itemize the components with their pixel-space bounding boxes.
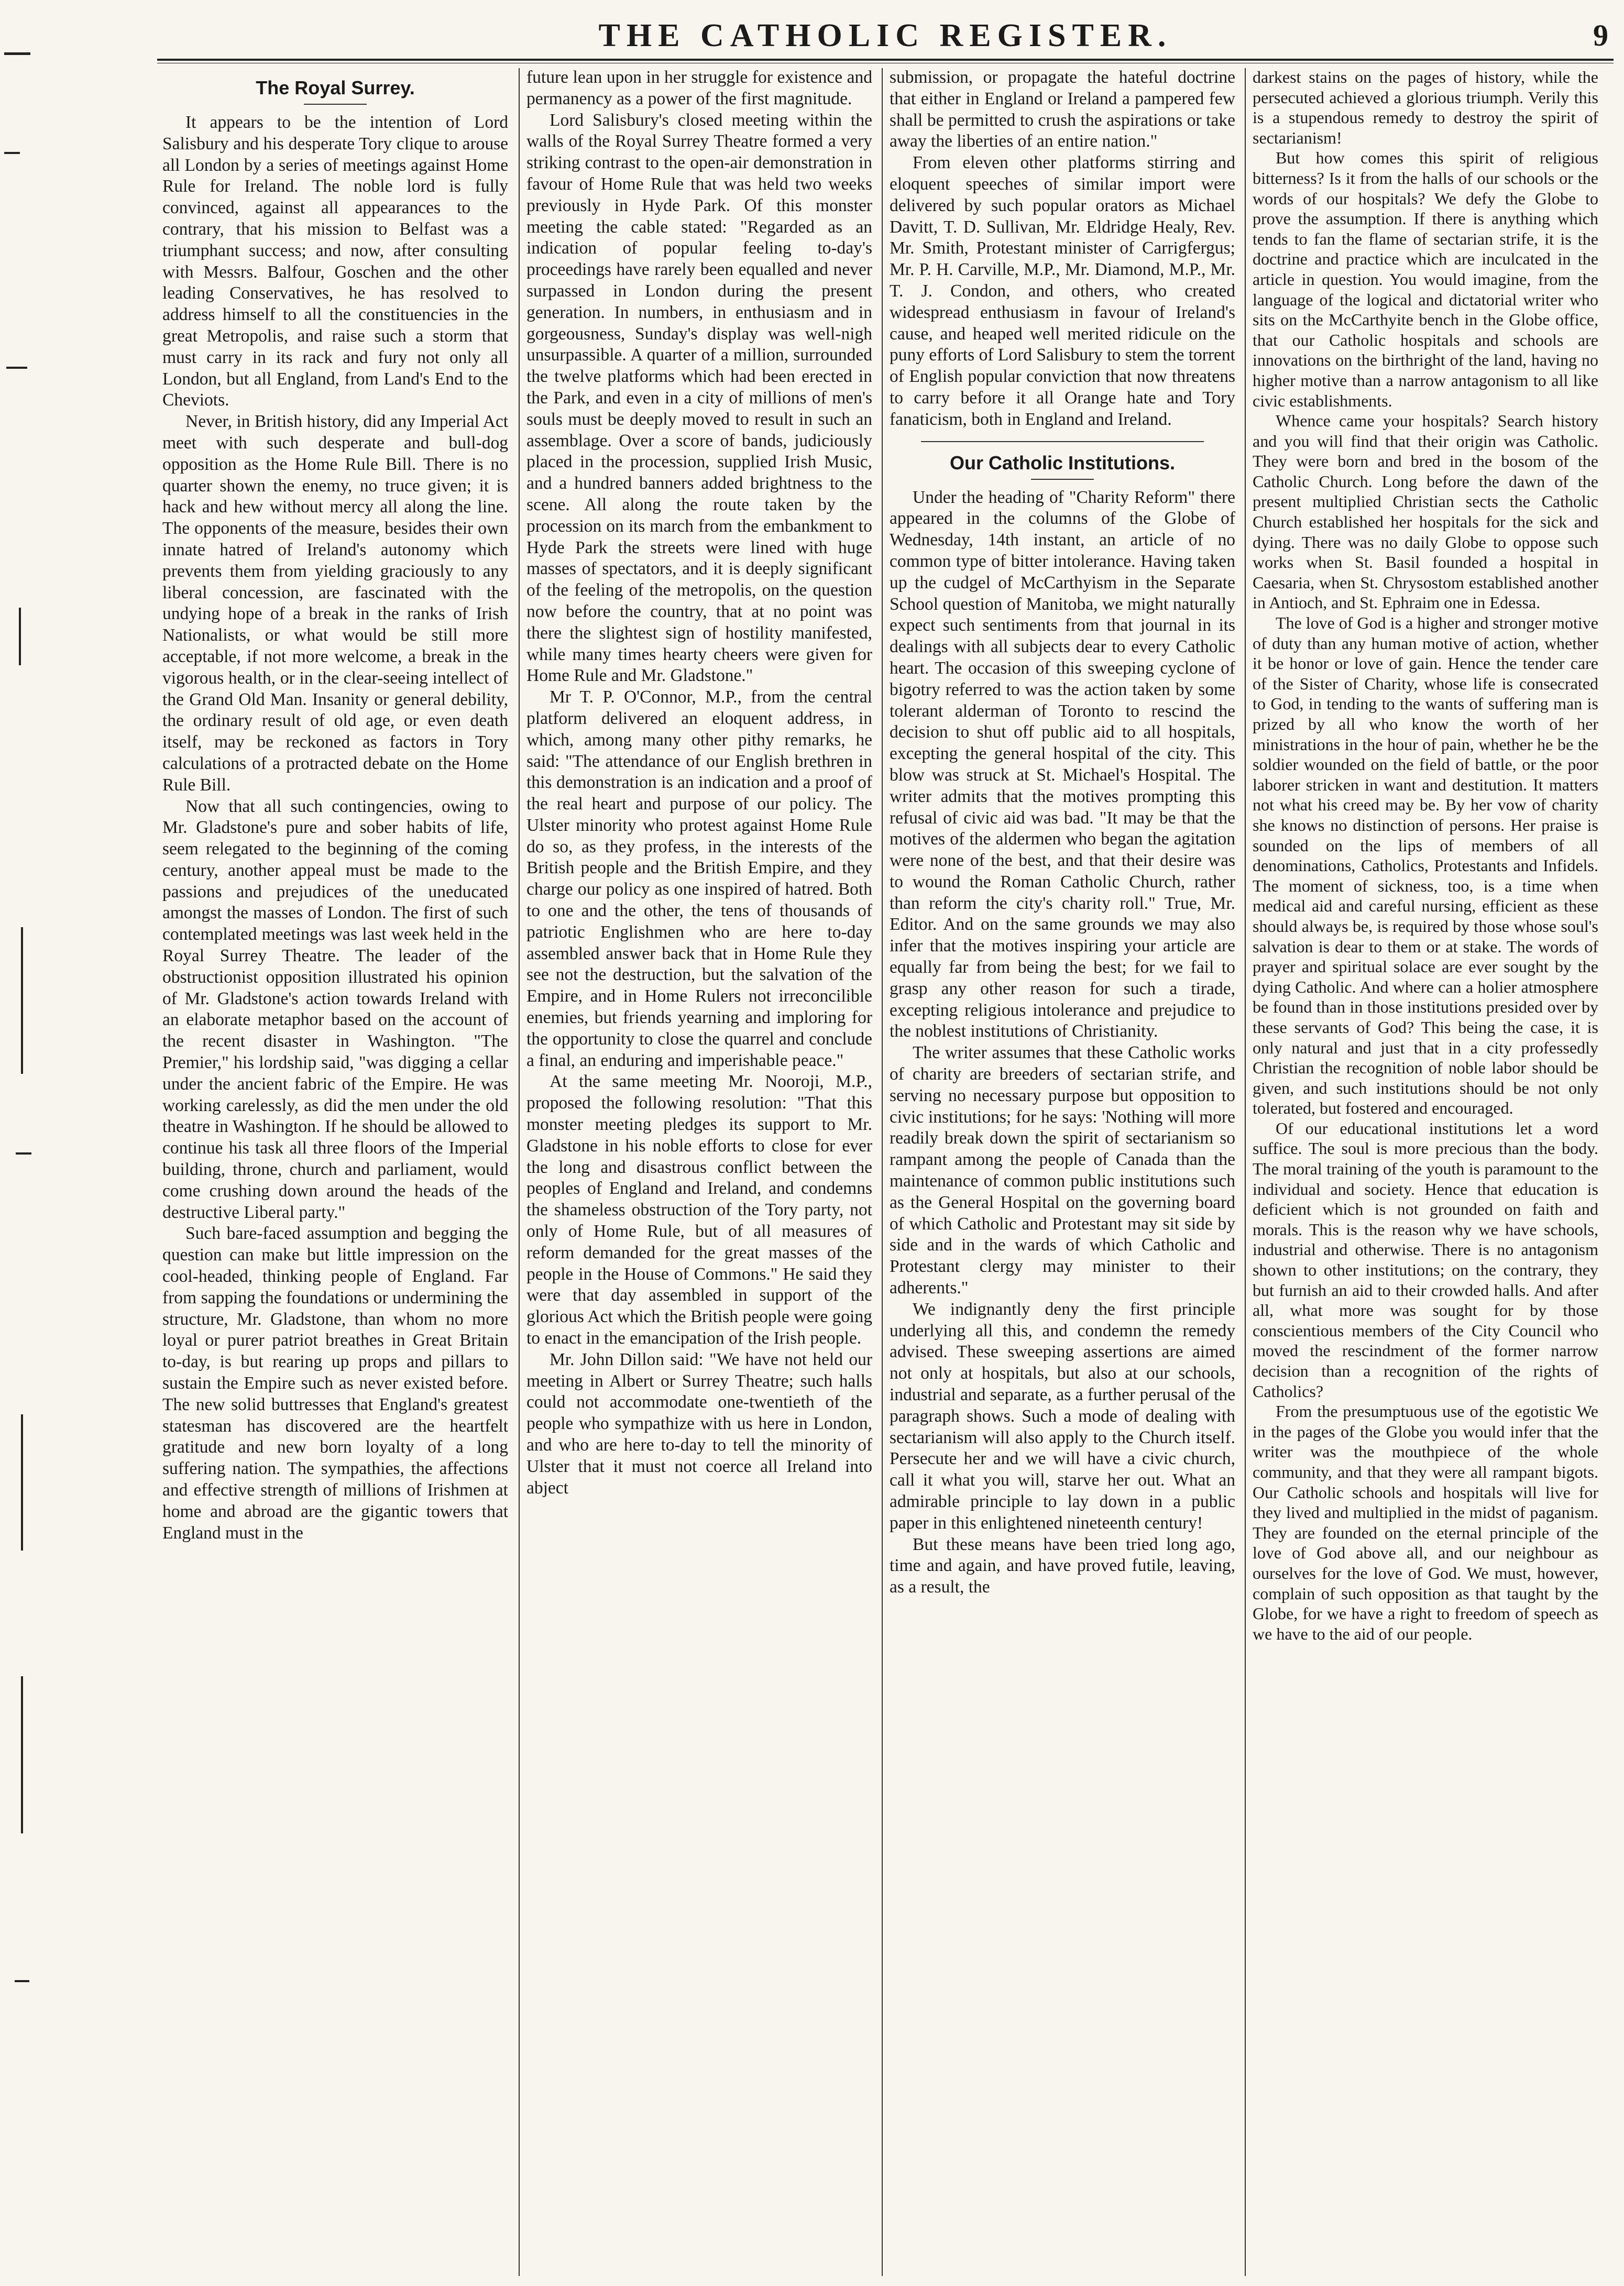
column-4 <box>1253 67 1598 2278</box>
column-rule <box>519 68 520 2276</box>
column-rule <box>882 68 883 2276</box>
column-2 <box>526 67 872 2278</box>
article-separator <box>921 441 1204 442</box>
paragraph: But how comes this spirit of religious bitterness? Is it from the halls of our schools or the words of our hospitals? We defy the Globe to prove the assumption. If there is anything which tends to fan the flame of sectarian strife, it is the doctrine and practice which are inculcated in the article in question. You would imagine, from the language of the logical and dictatorial writer who sits on the McCarthyite bench in the Globe office, that our Catholic hospitals and schools are innovations on the birthright of the land, having no higher motive than a narrow antagonism to all like civic establishments. <box>1253 148 1598 410</box>
paragraph: Under the heading of "Charity Reform" there appeared in the columns of the Globe of Wednesday, 14th instant, an article of no common type of bitter intolerance. Having taken up the cudgel of McCarthyism in the Separate School question of Manitoba, we might naturally expect such sentiments from that journal in its dealings with all subjects dear to every Catholic heart. The occasion of this sweeping cyclone of bigotry referred to was the action taken by some tolerant alderman of Toronto to rescind the decision to shut off public aid to all hospitals, excepting the general hospital of the city. This blow was struck at St. Michael's Hospital. The writer admits that the motives prompting this refusal of civic aid was bad. "It may be that the motives of the aldermen who began the agitation were none of the best, and that their desire was to wound the Roman Catholic Church, rather than reform the city's charity roll." True, Mr. Editor. And on the same grounds we may also infer that the motives inspiring your article are equally far from being the best; for we fail to grasp any other reason for such a tirade, excepting religious intolerance and prejudice to the noblest institutions of Christianity. <box>890 487 1235 1041</box>
margin-mark <box>21 1676 23 1833</box>
paragraph: The writer assumes that these Catholic works of charity are breeders of sectarian strife, and serving no necessary purpose but opposition to civic institutions; for he says: 'Nothing will more readily break down the spirit of sectarianism so rampant among the people of Canada than the maintenance of common public institutions such as the General Hospital on the governing board of which Catholic and Protestant may sit side by side and in the wards of which Catholic and Protestant clergy may minister to their adherents." <box>890 1043 1235 1298</box>
page-header <box>157 15 1614 72</box>
paragraph: Such bare-faced assumption and begging the question can make but little impression on the cool-headed, thinking people of England. Far from sapping the foundations or undermining the structure, Mr. Gladstone, than whom no more loyal or purer patriot breathes in Great Britain to-day, is but rearing up props and pillars to sustain the Empire such as never existed before. The new solid buttresses that England's greatest statesman has discovered are the heartfelt gratitude and new born loyalty of a long suffering nation. The sympathies, the affections and effective strength of millions of Irishmen at home and abroad are the gigantic towers that England must in the <box>162 1224 508 1543</box>
column-rule <box>1245 68 1246 2276</box>
paragraph: At the same meeting Mr. Nooroji, M.P., proposed the following resolution: "That this monster meeting pledges its support to Mr. Gladstone in his noble efforts to close for ever the long and disastrous conflict between the peoples of England and Ireland, and condemns the shameless obstruction of the Tory party, not only of Home Rule, but of all measures of reform demanded for the great masses of the people in the House of Commons." He said they were that day assembled in support of the glorious Act which the British people were going to enact in the emancipation of the Irish people. <box>526 1072 872 1348</box>
paragraph: The love of God is a higher and stronger motive of duty than any human motive of action, whether it be honor or love of gain. Hence the tender care of the Sister of Charity, whose life is consecrated to God, in tending to the wants of suffering man is prized by all who know the worth of her ministrations in the hour of pain, whether he be the soldier wounded on the field of battle, or the poor laborer stricken in want and destitution. It matters not what his creed may be. By her vow of charity she knows no distinction of persons. Her praise is sounded on the lips of members of all denominations, Catholics, Protestants and Infidels. The moment of sickness, too, is a time when medical aid and careful nursing, efficient as these should always be, is required by those whose soul's salvation is dear to them or at stake. The words of prayer and spiritual solace are ever sought by the dying Catholic. And where can a holier atmosphere be found than in those institutions presided over by these servants of God? This being the case, it is only natural and just that in a city professedly Christian the recognition of noble labor should be given, and such institutions should be not only tolerated, but fostered and encouraged. <box>1253 613 1598 1118</box>
article-headline-catholic-institutions: Our Catholic Institutions. <box>950 452 1175 474</box>
paragraph: Never, in British history, did any Imperial Act meet with such desperate and bull-dog opposition as the Home Rule Bill. There is no quarter shown the enemy, no truce given; it is hack and hew without mercy all along the line. The opponents of the measure, besides their own innate hatred of Ireland's autonomy which prevents them from yielding graciously to any liberal concession, are fascinated with the undying hope of a break in the ranks of Irish Nationalists, or what would be still more acceptable, if not more welcome, a break in the vigorous health, or in the clear-seeing intellect of the Grand Old Man. Insanity or general debility, the ordinary result of old age, or even death itself, may be reckoned as factors in Tory calculations of a protracted debate on the Home Rule Bill. <box>162 412 508 795</box>
margin-mark <box>4 152 20 154</box>
paragraph: Lord Salisbury's closed meeting within the walls of the Royal Surrey Theatre formed a very striking contrast to the open-air demonstration in favour of Home Rule that was held two weeks previously in Hyde Park. Of this monster meeting the cable stated: "Regarded as an indication of popular feeling to-day's proceedings have rarely been equalled and never surpassed in London during the present generation. In numbers, in enthusiasm and in gorgeousness, Sunday's display was well-nigh unsurpassible. A quarter of a million, surrounded the twelve platforms which had been erected in the Park, and even in a city of millions of men's souls must be deeply moved to result in such an assemblage. Over a score of bands, judiciously placed in the procession, supplied Irish Music, and a hundred banners added brightness to the scene. All along the route taken by the procession on its march from the embankment to Hyde Park the streets were lined with huge masses of spectators, and it is deeply significant of the feeling of the metropolis, on the question now before the country, that at no point was there the slightest sign of hostility manifested, while many times hearty cheers were given for Home Rule and Mr. Gladstone." <box>526 110 872 686</box>
paragraph: From the presumptuous use of the egotistic We in the pages of the Globe you would infer that the writer was the mouthpiece of the whole community, and that they were all rampant bigots. Our Catholic schools and hospitals will live for they lived and multiplied in the midst of paganism. They are founded on the eternal principle of the love of God above all, and our neighbour as ourselves for the love of God. We must, however, complain of such opposition as that taught by the Globe, for we have a right to freedom of speech as we have to the aid of our people. <box>1253 1402 1598 1643</box>
paragraph: submission, or propagate the hateful doctrine that either in England or Ireland a pampered few shall be permitted to crush the aspirations or take away the liberties of an entire nation." <box>890 68 1235 151</box>
margin-mark <box>15 1980 29 1982</box>
column-3 <box>890 67 1235 2278</box>
paragraph: Mr. John Dillon said: "We have not held our meeting in Albert or Surrey Theatre; such halls could not accommodate one-twentieth of the people who sympathize with us here in London, and who are here to-day to tell the minority of Ulster that it must not coerce all Ireland into abject <box>526 1349 872 1498</box>
article-headline-royal-surrey: The Royal Surrey. <box>256 77 415 98</box>
paragraph: We indignantly deny the first principle underlying all this, and condemn the remedy advised. These sweeping assertions are aimed not only at hospitals, but also at our schools, industrial and separate, as a further perusal of the paragraph shows. Such a mode of dealing with sectarianism will also apply to the Church itself. Persecute her and we will have a civic church, call it what you will, starve her out. What an admirable principle to lay down in a public paper in this enlightened nineteenth century! <box>890 1299 1235 1533</box>
header-rule <box>157 59 1614 61</box>
headline-rule <box>1031 479 1094 480</box>
paragraph: Of our educational institutions let a word suffice. The soul is more precious than the body. The moral training of the youth is paramount to the individual and society. Hence that education is deficient which is not grounded on faith and morals. This is the reason why we have schools, industrial and otherwise. There is no antagonism shown to other institutions; on the contrary, they but furnish an aid to their crowded halls. And after all, what more was sought for by those conscientious members of the City Council who moved the rescindment of the former narrow decision than a recognition of the rights of Catholics? <box>1253 1118 1598 1401</box>
masthead: THE CATHOLIC REGISTER. <box>598 18 1172 53</box>
paragraph: It appears to be the intention of Lord Salisbury and his desperate Tory clique to arouse all London by a series of meetings against Home Rule for Ireland. The noble lord is fully convinced, against all appearances to the contrary, that his mission to Belfast was a triumphant success; and now, after consulting with Messrs. Balfour, Goschen and the other leading Conservatives, he has resolved to address himself to all the constituencies in the great Metropolis, and raise such a storm that must carry in its rack and fury not only all London, but all England, from Land's End to the Cheviots. <box>162 113 508 410</box>
paragraph: future lean upon in her struggle for existence and permanency as a power of the first magnitude. <box>526 68 872 108</box>
column-1 <box>162 67 508 2278</box>
page-number: 9 <box>1593 18 1608 52</box>
paragraph: darkest stains on the pages of history, while the persecuted achieved a glorious triumph. Verily this is a stupendous remedy to destroy the spirit of sectarianism! <box>1253 68 1598 147</box>
paragraph: Mr T. P. O'Connor, M.P., from the central platform delivered an eloquent address, in which, among many other pithy remarks, he said: "The attendance of our English brethren in this demonstration is an indication and a proof of the real heart and purpose of our policy. The Ulster minority who protest against Home Rule do so, as they profess, in the interests of the British people and the British Empire, and they charge our policy as one inspired of hatred. Both to one and the other, the tens of thousands of patriotic Englishmen who are here to-day assembled answer back that in Home Rule they see not the destruction, but the salvation of the Empire, and in Home Rulers not irreconcilible enemies, but friends yearning and imploring for the opportunity to close the quarrel and conclude a final, an enduring and imperishable peace." <box>526 687 872 1070</box>
margin-mark <box>21 927 23 1074</box>
margin-mark <box>6 367 27 369</box>
margin-mark <box>21 1414 23 1551</box>
paragraph: From eleven other platforms stirring and eloquent speeches of similar import were delivered by such popular orators as Michael Davitt, T. D. Sullivan, Mr. Eldridge Healy, Rev. Mr. Smith, Protestant minister of Carrigfergus; Mr. P. H. Carville, M.P., Mr. Diamond, M.P., Mr. T. J. Condon, and others, who created widespread enthusiasm in favour of Ireland's cause, and heaped well merited ridicule on the puny efforts of Lord Salisbury to stem the torrent of English popular conviction that now threatens to carry before it all Orange hate and Tory fanaticism, both in England and Ireland. <box>890 153 1235 429</box>
margin-mark <box>19 608 21 665</box>
paragraph: Now that all such contingencies, owing to Mr. Gladstone's pure and sober habits of life, seem relegated to the beginning of the coming century, another appeal must be made to the passions and prejudices of the uneducated amongst the masses of London. The first of such contemplated meetings was last week held in the Royal Surrey Theatre. The leader of the obstructionist opposition illustrated his opinion of Mr. Gladstone's action towards Ireland with an elaborate metaphor based on the account of the recent disaster in Washington. "The Premier," his lordship said, "was digging a cellar under the ancient fabric of the Empire. He was working carelessly, as did the men under the old theatre in Washington. If he should be allowed to continue his task all three floors of the Imperial building, throne, church and parliament, would come crushing down around the heads of the destructive Liberal party." <box>162 796 508 1222</box>
paragraph: Whence came your hospitals? Search history and you will find that their origin was Catholic. They were born and bred in the bosom of the Catholic Church. Long before the dawn of the present multiplied Christian sects the Catholic Church established her hospitals for the sick and dying. There was no daily Globe to oppose such works when St. Basil founded a hospital in Caesaria, when St. Chrysostom established another in Antioch, and St. Ephraim one in Edessa. <box>1253 411 1598 612</box>
scan-margin-marks <box>0 0 31 2286</box>
margin-mark <box>4 52 30 55</box>
margin-mark <box>16 1152 31 1155</box>
paragraph: But these means have been tried long ago, time and again, and have proved futile, leaving, as a result, the <box>890 1534 1235 1597</box>
headline-rule <box>304 104 367 105</box>
